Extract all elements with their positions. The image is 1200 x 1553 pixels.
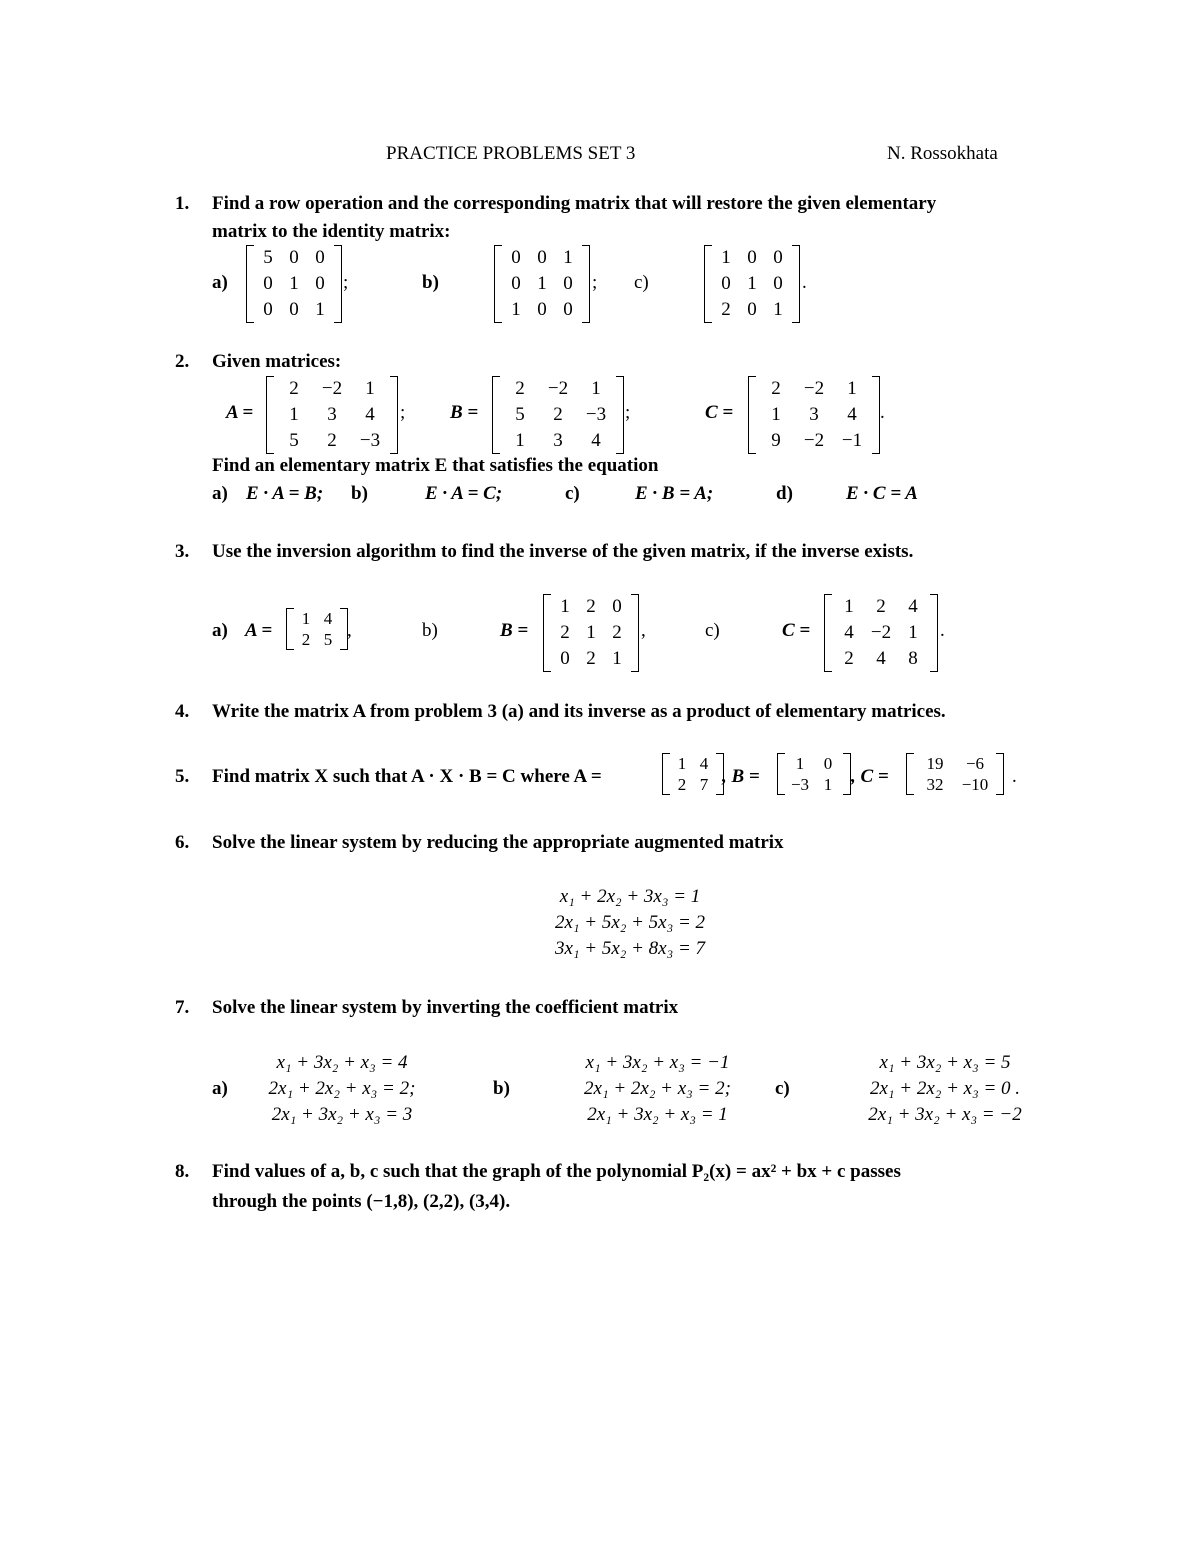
- matrix-entry: 1: [591, 378, 601, 399]
- matrix-entry: 0: [315, 247, 325, 268]
- matrix-entry: 1: [795, 754, 805, 773]
- problem-8-text: Find values of a, b, c such that the graph of the polynomial P₂(x) = ax² + bx + c passes: [212, 1161, 901, 1182]
- matrix-entry: 19: [926, 754, 944, 773]
- part-label: c): [565, 483, 580, 504]
- problem-4-text: Write the matrix A from problem 3 (a) and its inverse as a product of elementary matrices.: [212, 701, 946, 722]
- part-label: b): [422, 620, 438, 641]
- equation: E · B = A;: [635, 483, 714, 504]
- author-name: N. Rossokhata: [887, 143, 998, 164]
- matrix-entry: 0: [289, 299, 299, 320]
- bracket-left: [704, 245, 712, 323]
- matrix-label: C =: [705, 402, 734, 423]
- matrix-label: A =: [245, 620, 273, 641]
- separator: ;: [343, 272, 349, 293]
- part-label: c): [775, 1078, 790, 1099]
- matrix-label: , C =: [851, 766, 889, 787]
- bracket-right: [631, 594, 639, 672]
- equation: 2x₁ + 2x₂ + x₃ = 2;: [584, 1078, 731, 1099]
- problem-number: 3.: [175, 541, 190, 562]
- matrix-entry: 0: [511, 273, 521, 294]
- matrix-entry: 4: [323, 609, 333, 628]
- matrix-entry: 1: [289, 273, 299, 294]
- matrix-entry: 2: [844, 648, 854, 669]
- matrix-entry: 4: [876, 648, 886, 669]
- separator: ,: [641, 620, 646, 641]
- problem-6-text: Solve the linear system by reducing the appropriate augmented matrix: [212, 832, 784, 853]
- matrix-entry: 32: [926, 775, 944, 794]
- matrix-entry: 5: [263, 247, 273, 268]
- bracket-left: [494, 245, 502, 323]
- matrix-A: [662, 753, 724, 795]
- matrix-entry: 2: [586, 648, 596, 669]
- separator: ;: [592, 272, 598, 293]
- matrix-entry: 1: [847, 378, 857, 399]
- matrix-entry: −2: [803, 378, 825, 399]
- matrix-B: [543, 594, 639, 672]
- matrix-entry: 1: [844, 596, 854, 617]
- matrix-entry: 4: [699, 754, 709, 773]
- bracket-left: [543, 594, 551, 672]
- matrix-entry: −3: [359, 430, 381, 451]
- matrix-entry: 3: [809, 404, 819, 425]
- matrix-entry: −2: [870, 622, 892, 643]
- problem-number: 7.: [175, 997, 190, 1018]
- bracket-left: [662, 753, 670, 795]
- equation-system: [830, 1050, 1060, 1128]
- matrix-B: [492, 376, 624, 454]
- matrix-entry: 1: [721, 247, 731, 268]
- matrix-entry: 1: [563, 247, 573, 268]
- matrix-entry: 1: [586, 622, 596, 643]
- bracket-right: [390, 376, 398, 454]
- matrix-entry: −1: [841, 430, 863, 451]
- problem-number: 1.: [175, 193, 190, 214]
- matrix-entry: 0: [263, 299, 273, 320]
- problem-1-text-cont: matrix to the identity matrix:: [212, 221, 451, 242]
- matrix-entry: 2: [553, 404, 563, 425]
- matrix-entry: 1: [301, 609, 311, 628]
- matrix-entry: 0: [537, 247, 547, 268]
- matrix-entry: −10: [961, 775, 989, 794]
- matrix-label: B =: [500, 620, 529, 641]
- problem-8-text-cont: through the points (−1,8), (2,2), (3,4).: [212, 1191, 511, 1212]
- bracket-left: [492, 376, 500, 454]
- matrix-entry: 2: [289, 378, 299, 399]
- equation: x₁ + 3x₂ + x₃ = 4: [276, 1052, 408, 1073]
- equation: 2x₁ + 5x₂ + 5x₃ = 2: [554, 912, 706, 933]
- matrix-entry: 0: [537, 299, 547, 320]
- matrix-entry: 2: [876, 596, 886, 617]
- separator: .: [940, 620, 945, 641]
- separator: .: [1012, 766, 1017, 787]
- matrix-entry: 2: [677, 775, 687, 794]
- matrix-entry: 1: [773, 299, 783, 320]
- bracket-right: [792, 245, 800, 323]
- matrix-p1-b: [494, 245, 590, 323]
- bracket-left: [748, 376, 756, 454]
- matrix-C: [748, 376, 880, 454]
- matrix-C: [906, 753, 1004, 795]
- matrix-entry: 2: [771, 378, 781, 399]
- bracket-right: [334, 245, 342, 323]
- matrix-entry: 0: [563, 299, 573, 320]
- matrix-entry: 0: [612, 596, 622, 617]
- matrix-entry: 0: [563, 273, 573, 294]
- part-label: b): [351, 483, 368, 504]
- bracket-left: [906, 753, 914, 795]
- matrix-entry: 1: [908, 622, 918, 643]
- matrix-B: [777, 753, 851, 795]
- part-label: a): [212, 483, 228, 504]
- part-label: c): [705, 620, 720, 641]
- separator: ,: [347, 620, 352, 641]
- matrix-entry: 0: [823, 754, 833, 773]
- bracket-right: [996, 753, 1004, 795]
- matrix-entry: 1: [823, 775, 833, 794]
- matrix-entry: 2: [612, 622, 622, 643]
- bracket-right: [930, 594, 938, 672]
- matrix-entry: −3: [790, 775, 810, 794]
- equation: 3x₁ + 5x₂ + 8x₃ = 7: [554, 938, 706, 959]
- equation-system: [545, 1050, 770, 1128]
- matrix-entry: 1: [515, 430, 525, 451]
- matrix-label: , B =: [722, 766, 760, 787]
- matrix-entry: 5: [515, 404, 525, 425]
- matrix-label: C =: [782, 620, 811, 641]
- matrix-entry: 2: [721, 299, 731, 320]
- bracket-right: [616, 376, 624, 454]
- equation: 2x₁ + 2x₂ + x₃ = 2;: [268, 1078, 416, 1099]
- problem-number: 6.: [175, 832, 190, 853]
- matrix-entry: −2: [547, 378, 569, 399]
- matrix-entry: 0: [721, 273, 731, 294]
- matrix-entry: 0: [747, 299, 757, 320]
- matrix-entry: 1: [315, 299, 325, 320]
- matrix-entry: 3: [553, 430, 563, 451]
- matrix-entry: −2: [321, 378, 343, 399]
- bracket-left: [286, 608, 294, 650]
- problem-number: 5.: [175, 766, 190, 787]
- matrix-entry: 0: [560, 648, 570, 669]
- part-label: a): [212, 620, 228, 641]
- bracket-right: [582, 245, 590, 323]
- page-title: PRACTICE PROBLEMS SET 3: [386, 143, 636, 164]
- equation: 2x₁ + 2x₂ + x₃ = 0 .: [869, 1078, 1021, 1099]
- matrix-label: B =: [450, 402, 479, 423]
- part-label: b): [493, 1078, 510, 1099]
- matrix-A: [266, 376, 398, 454]
- bracket-right: [872, 376, 880, 454]
- matrix-entry: 3: [327, 404, 337, 425]
- equation: E · A = B;: [246, 483, 324, 504]
- problem-5-text: Find matrix X such that A · X · B = C where A =: [212, 766, 602, 787]
- equation: x₁ + 3x₂ + x₃ = 5: [879, 1052, 1011, 1073]
- equation-system: [520, 884, 740, 962]
- part-label: b): [422, 272, 439, 293]
- problem-number: 2.: [175, 351, 190, 372]
- matrix-entry: 1: [537, 273, 547, 294]
- matrix-entry: 0: [289, 247, 299, 268]
- problem-2-text: Given matrices:: [212, 351, 342, 372]
- part-label: a): [212, 1078, 228, 1099]
- matrix-entry: 1: [677, 754, 687, 773]
- matrix-entry: 5: [289, 430, 299, 451]
- matrix-entry: 1: [612, 648, 622, 669]
- equation: 2x₁ + 3x₂ + x₃ = 3: [271, 1104, 413, 1125]
- equation: 2x₁ + 3x₂ + x₃ = 1: [587, 1104, 728, 1125]
- equation: E · A = C;: [425, 483, 503, 504]
- bracket-left: [266, 376, 274, 454]
- matrix-p1-a: [246, 245, 342, 323]
- matrix-entry: −3: [585, 404, 607, 425]
- matrix-entry: 8: [908, 648, 918, 669]
- matrix-entry: 2: [515, 378, 525, 399]
- matrix-entry: 4: [591, 430, 601, 451]
- matrix-entry: 2: [301, 630, 311, 649]
- separator: ;: [400, 402, 406, 423]
- matrix-entry: 0: [773, 273, 783, 294]
- matrix-entry: 1: [289, 404, 299, 425]
- matrix-entry: 2: [327, 430, 337, 451]
- bracket-right: [843, 753, 851, 795]
- matrix-entry: 2: [586, 596, 596, 617]
- matrix-entry: 4: [847, 404, 857, 425]
- separator: ;: [625, 402, 631, 423]
- problem-1-text: Find a row operation and the corresponding matrix that will restore the given elementary: [212, 193, 937, 214]
- matrix-entry: 4: [365, 404, 375, 425]
- matrix-entry: 2: [560, 622, 570, 643]
- matrix-entry: −2: [803, 430, 825, 451]
- problem-3-text: Use the inversion algorithm to find the inverse of the given matrix, if the inverse exists.: [212, 541, 914, 562]
- matrix-entry: 5: [323, 630, 333, 649]
- matrix-A: [286, 608, 348, 650]
- problem-number: 4.: [175, 701, 190, 722]
- matrix-entry: 0: [773, 247, 783, 268]
- problem-2-text-cont: Find an elementary matrix E that satisfies the equation: [212, 455, 659, 476]
- matrix-entry: 9: [771, 430, 781, 451]
- problem-number: 8.: [175, 1161, 190, 1182]
- equation: x₁ + 2x₂ + 3x₃ = 1: [559, 886, 701, 907]
- equation: 2x₁ + 3x₂ + x₃ = −2: [868, 1104, 1022, 1125]
- matrix-entry: 0: [315, 273, 325, 294]
- matrix-label: A =: [226, 402, 254, 423]
- bracket-left: [824, 594, 832, 672]
- matrix-entry: 1: [365, 378, 375, 399]
- matrix-entry: −6: [965, 754, 985, 773]
- matrix-entry: 0: [263, 273, 273, 294]
- equation-system: [232, 1050, 452, 1128]
- part-label: a): [212, 272, 228, 293]
- separator: .: [802, 272, 807, 293]
- matrix-entry: 4: [908, 596, 918, 617]
- bracket-left: [246, 245, 254, 323]
- matrix-C: [824, 594, 938, 672]
- matrix-entry: 1: [511, 299, 521, 320]
- part-label: d): [776, 483, 793, 504]
- matrix-entry: 1: [560, 596, 570, 617]
- equation: E · C = A: [846, 483, 918, 504]
- part-label: c): [634, 272, 649, 293]
- matrix-entry: 1: [747, 273, 757, 294]
- matrix-entry: 4: [844, 622, 854, 643]
- equation: x₁ + 3x₂ + x₃ = −1: [585, 1052, 730, 1073]
- matrix-entry: 7: [699, 775, 709, 794]
- matrix-entry: 0: [511, 247, 521, 268]
- problem-7-text: Solve the linear system by inverting the coefficient matrix: [212, 997, 679, 1018]
- matrix-p1-c: [704, 245, 800, 323]
- matrix-entry: 0: [747, 247, 757, 268]
- separator: .: [880, 402, 885, 423]
- bracket-left: [777, 753, 785, 795]
- matrix-entry: 1: [771, 404, 781, 425]
